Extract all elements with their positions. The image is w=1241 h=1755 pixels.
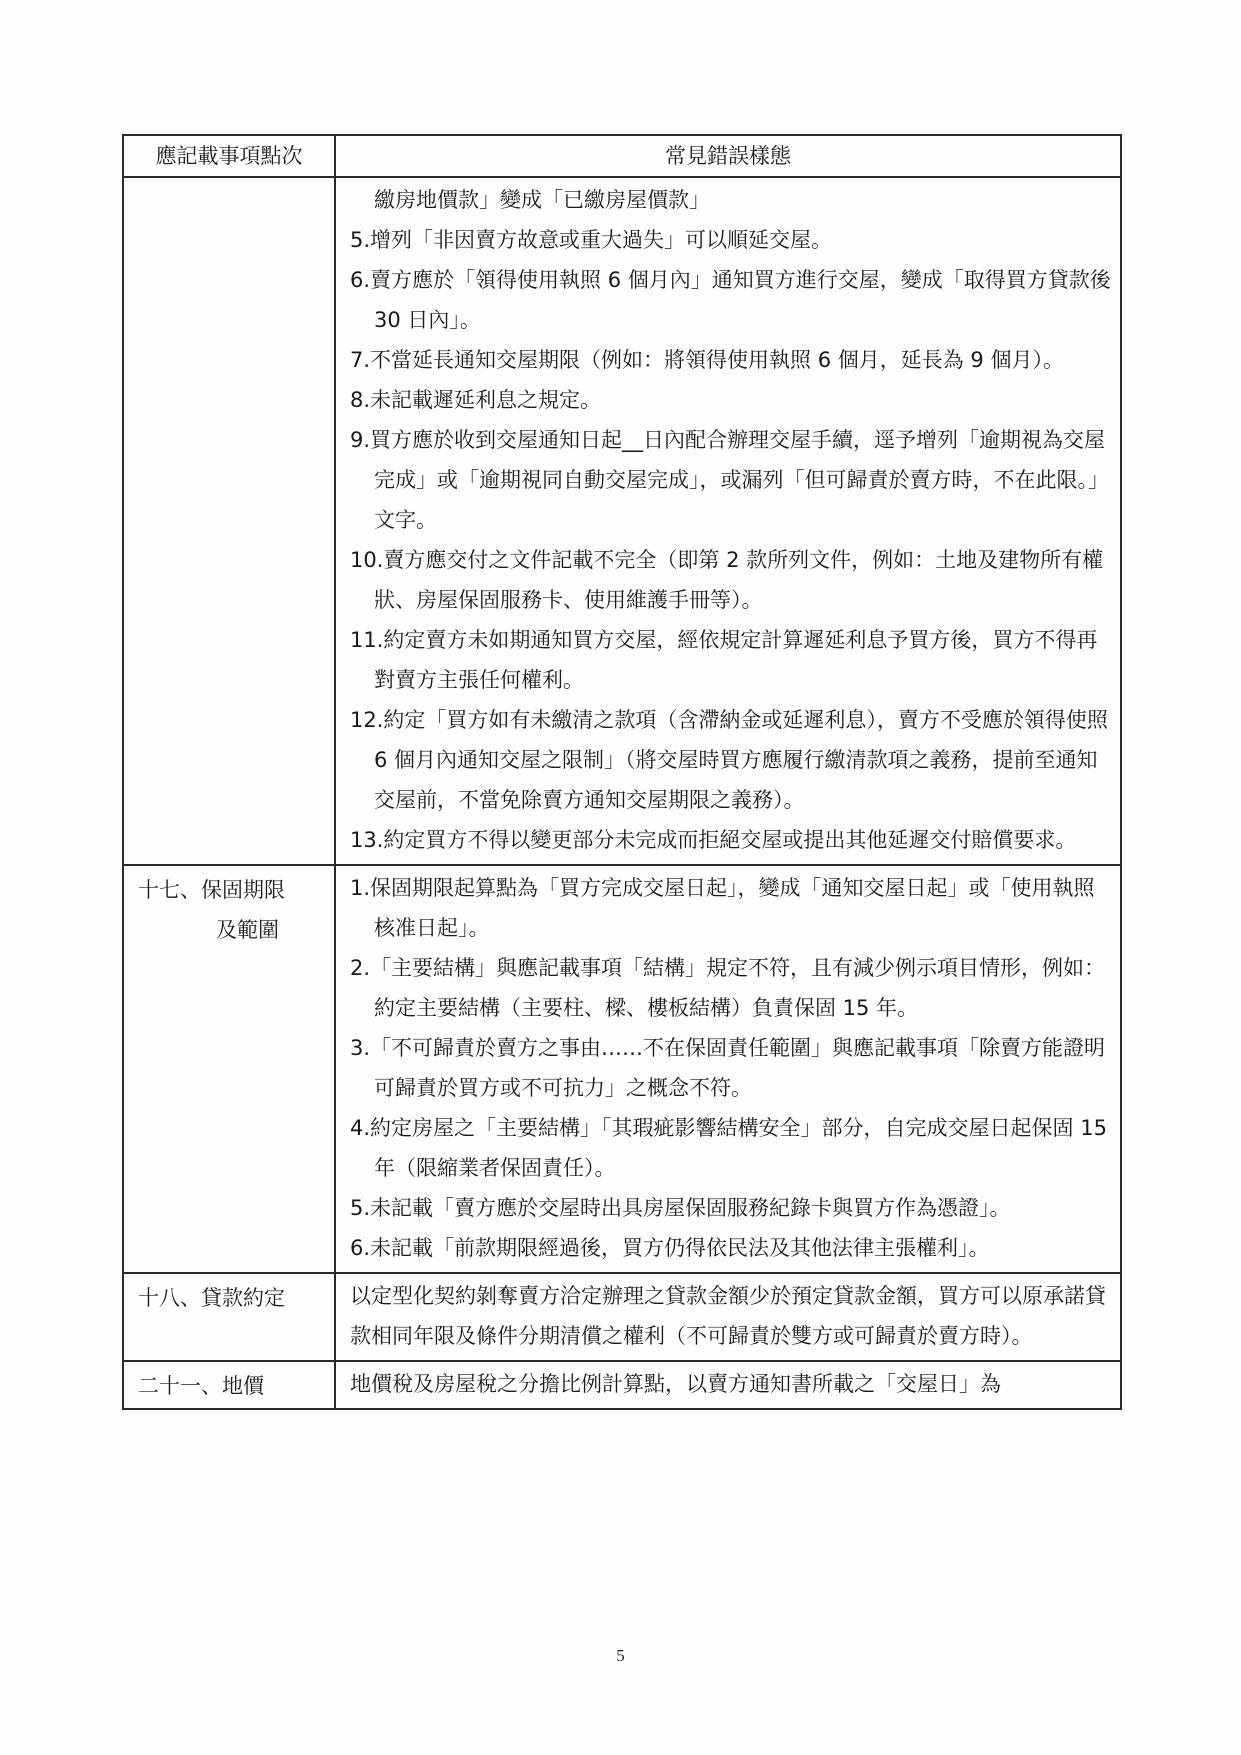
table-row [123, 177, 1121, 865]
item-point-cell [123, 177, 335, 865]
item-point-cell [123, 1273, 335, 1361]
error-pattern-item: 4.約定房屋之「主要結構」「其瑕疵影響結構安全」部分，自完成交屋日起保固 15 年（限縮業者保固責任）。 [350, 1116, 1107, 1180]
error-pattern-item: 13.約定買方不得以變更部分未完成而拒絕交屋或提出其他延遲交付賠償要求。 [350, 828, 1077, 852]
header-item-point: 應記載事項點次 [123, 135, 335, 177]
error-pattern-item: 繳房地價款」變成「已繳房屋價款」 [374, 188, 710, 212]
common-errors-cell [335, 865, 1121, 1273]
error-pattern-item: 11.約定賣方未如期通知買方交屋，經依規定計算遲延利息予買方後，買方不得再對賣方主張任何權利。 [350, 628, 1098, 692]
table-row [123, 865, 1121, 1273]
common-errors-cell [335, 177, 1121, 865]
table-row [123, 1361, 1121, 1409]
error-pattern-item: 9.買方應於收到交屋通知日起__日內配合辦理交屋手續，逕予增列「逾期視為交屋完成」或「逾期視同自動交屋完成」，或漏列「但可歸責於賣方時，不在此限。」文字。 [350, 428, 1109, 532]
error-pattern-item: 10.賣方應交付之文件記載不完全（即第 2 款所列文件，例如：土地及建物所有權狀、房屋保固服務卡、使用維護手冊等）。 [350, 548, 1104, 612]
error-pattern-item: 3.「不可歸責於賣方之事由……不在保固責任範圍」與應記載事項「除賣方能證明可歸責於買方或不可抗力」之概念不符。 [350, 1036, 1106, 1100]
common-errors-cell [335, 1273, 1121, 1361]
item-point-cell [123, 1361, 335, 1409]
item-point-label: 十八、貸款約定 [138, 1286, 285, 1310]
error-pattern-item: 6.未記載「前款期限經過後，買方仍得依民法及其他法律主張權利」。 [350, 1236, 990, 1260]
header-common-errors: 常見錯誤樣態 [335, 135, 1121, 177]
page-number: 5 [616, 1646, 625, 1665]
error-pattern-item: 2.「主要結構」與應記載事項「結構」規定不符，且有減少例示項目情形，例如：約定主要結構（主要柱、樑、樓板結構）負責保固 15 年。 [350, 956, 1106, 1020]
item-point-cell [123, 865, 335, 1273]
error-patterns-table [122, 134, 1122, 1410]
error-pattern-item: 1.保固期限起算點為「買方完成交屋日起」，變成「通知交屋日起」或「使用執照核准日起」。 [350, 876, 1095, 940]
item-point-label: 二十一、地價 [138, 1374, 264, 1398]
item-point-label: 十七、保固期限 [138, 878, 285, 902]
table-header-row [123, 135, 1121, 177]
error-pattern-item: 地價稅及房屋稅之分擔比例計算點，以賣方通知書所載之「交屋日」為 [350, 1372, 1001, 1396]
error-pattern-item: 6.賣方應於「領得使用執照 6 個月內」通知買方進行交屋，變成「取得買方貸款後 30 日內」。 [350, 268, 1111, 332]
error-pattern-item: 以定型化契約剝奪賣方洽定辦理之貸款金額少於預定貸款金額，買方可以原承諾貸款相同年限及條件分期清償之權利（不可歸責於雙方或可歸責於賣方時）。 [350, 1284, 1106, 1348]
item-point-label: 及範圍 [216, 918, 279, 942]
common-errors-cell [335, 1361, 1121, 1409]
error-pattern-item: 5.增列「非因賣方故意或重大過失」可以順延交屋。 [350, 228, 833, 252]
error-pattern-item: 12.約定「買方如有未繳清之款項（含滯納金或延遲利息），賣方不受應於領得使照 6 個月內通知交屋之限制」（將交屋時買方應履行繳清款項之義務，提前至通知交屋前，不當免除賣方通知交屋期限之義務）。 [350, 708, 1108, 812]
error-pattern-item: 5.未記載「賣方應於交屋時出具房屋保固服務紀錄卡與買方作為憑證」。 [350, 1196, 1011, 1220]
error-pattern-item: 7.不當延長通知交屋期限（例如：將領得使用執照 6 個月，延長為 9 個月）。 [350, 348, 1064, 372]
table-row [123, 1273, 1121, 1361]
error-pattern-item: 8.未記載遲延利息之規定。 [350, 388, 602, 412]
